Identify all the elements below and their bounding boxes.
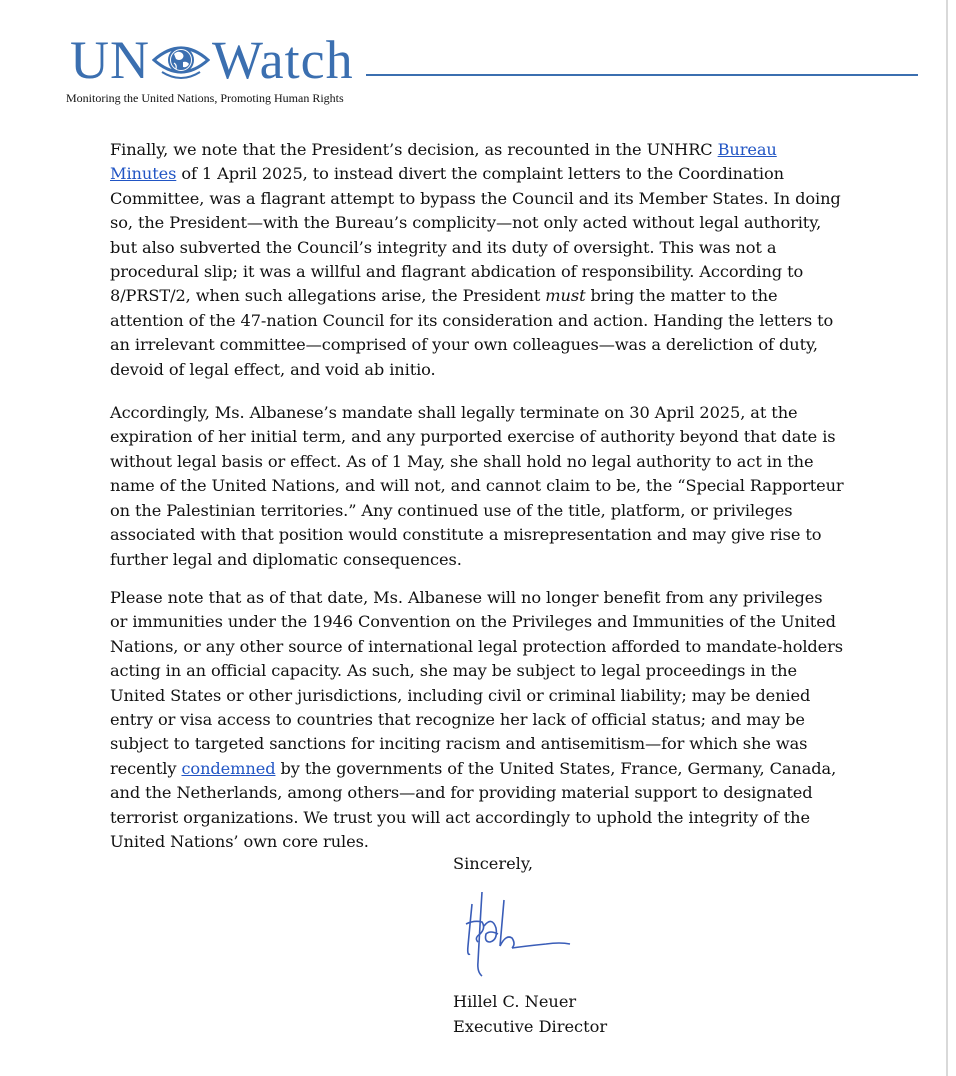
paragraph-mandate-termination: Accordingly, Ms. Albanese’s mandate shall legally terminate on 30 April 2025, at the expiration of her initial term, and any purported exercise of authority beyond that date is without legal basis or effect. As of 1 May, she shall hold no legal authority to act in the name of the United Nations, and will not, and cannot claim to be, the “Special Rapporteur on the Palestinian territories.” Any continued use of the title, platform, or privileges associated with that position would constitute a misrepresentation and may give rise to further legal and diplomatic consequences. [110, 403, 844, 569]
page-edge [946, 0, 948, 1076]
header-rule [366, 74, 918, 76]
paragraph-bureau-minutes [110, 138, 844, 382]
globe-eye-icon [152, 40, 210, 80]
letter-body [110, 138, 844, 873]
p3-text-after: by the governments of the United States, France, Germany, Canada, and the Netherlands, among others—and for providing material support to designated terrorist organizations. We trust you will act accordingly to uphold the integrity of the United Nations’ own core rules. [110, 758, 837, 851]
condemned-link[interactable]: condemned [181, 758, 276, 778]
signer-name: Hillel C. Neuer [453, 992, 577, 1011]
paragraph-privileges [110, 586, 844, 854]
closing-salutation: Sincerely, [453, 854, 533, 873]
logo-text-watch: Watch [212, 30, 354, 90]
logo-text-un: UN [70, 30, 150, 90]
handwritten-signature [456, 884, 576, 978]
un-watch-logo [70, 32, 354, 88]
p1-emphasis: must [545, 286, 586, 306]
p3-text-before: Please note that as of that date, Ms. Albanese will no longer benefit from any privileges or immunities under the 1946 Convention on the Privileges and Immunities of the United Nations, or any other source of international legal protection afforded to mandate-holders acting in an official capacity. As such, she may be subject to legal proceedings in the United States or other jurisdictions, including civil or criminal liability; may be denied entry or visa access to countries that recognize her lack of official status; and may be subject to targeted sanctions for inciting racism and antisemitism—for which she was recently [110, 587, 844, 778]
signer-title: Executive Director [453, 1016, 608, 1036]
tagline: Monitoring the United Nations, Promoting Human Rights [66, 91, 344, 105]
p1-text-mid: of 1 April 2025, to instead divert the complaint letters to the Coordination Committee, was a flagrant attempt to bypass the Council and its Member States. In doing so, the President—with the Bureau’s complicity—not only acted without legal authority, but also subverted the Council’s integrity and its duty of oversight. This was not a procedural slip; it was a willful and flagrant abdication of responsibility. According to 8/PRST/2, when such allegations arise, the President [110, 164, 841, 306]
signer-block [453, 990, 607, 1039]
p1-text-after: bring the matter to the attention of the 47-nation Council for its consideration and action. Handing the letters to an irrelevant committee—comprised of your own colleagues—was a dereliction of duty, devoid of legal effect, and void ab initio. [110, 286, 834, 379]
bureau-minutes-link[interactable]: Bureau Minutes [110, 140, 777, 184]
letterhead [0, 0, 956, 110]
p1-text-before: Finally, we note that the President’s decision, as recounted in the UNHRC [110, 140, 718, 159]
